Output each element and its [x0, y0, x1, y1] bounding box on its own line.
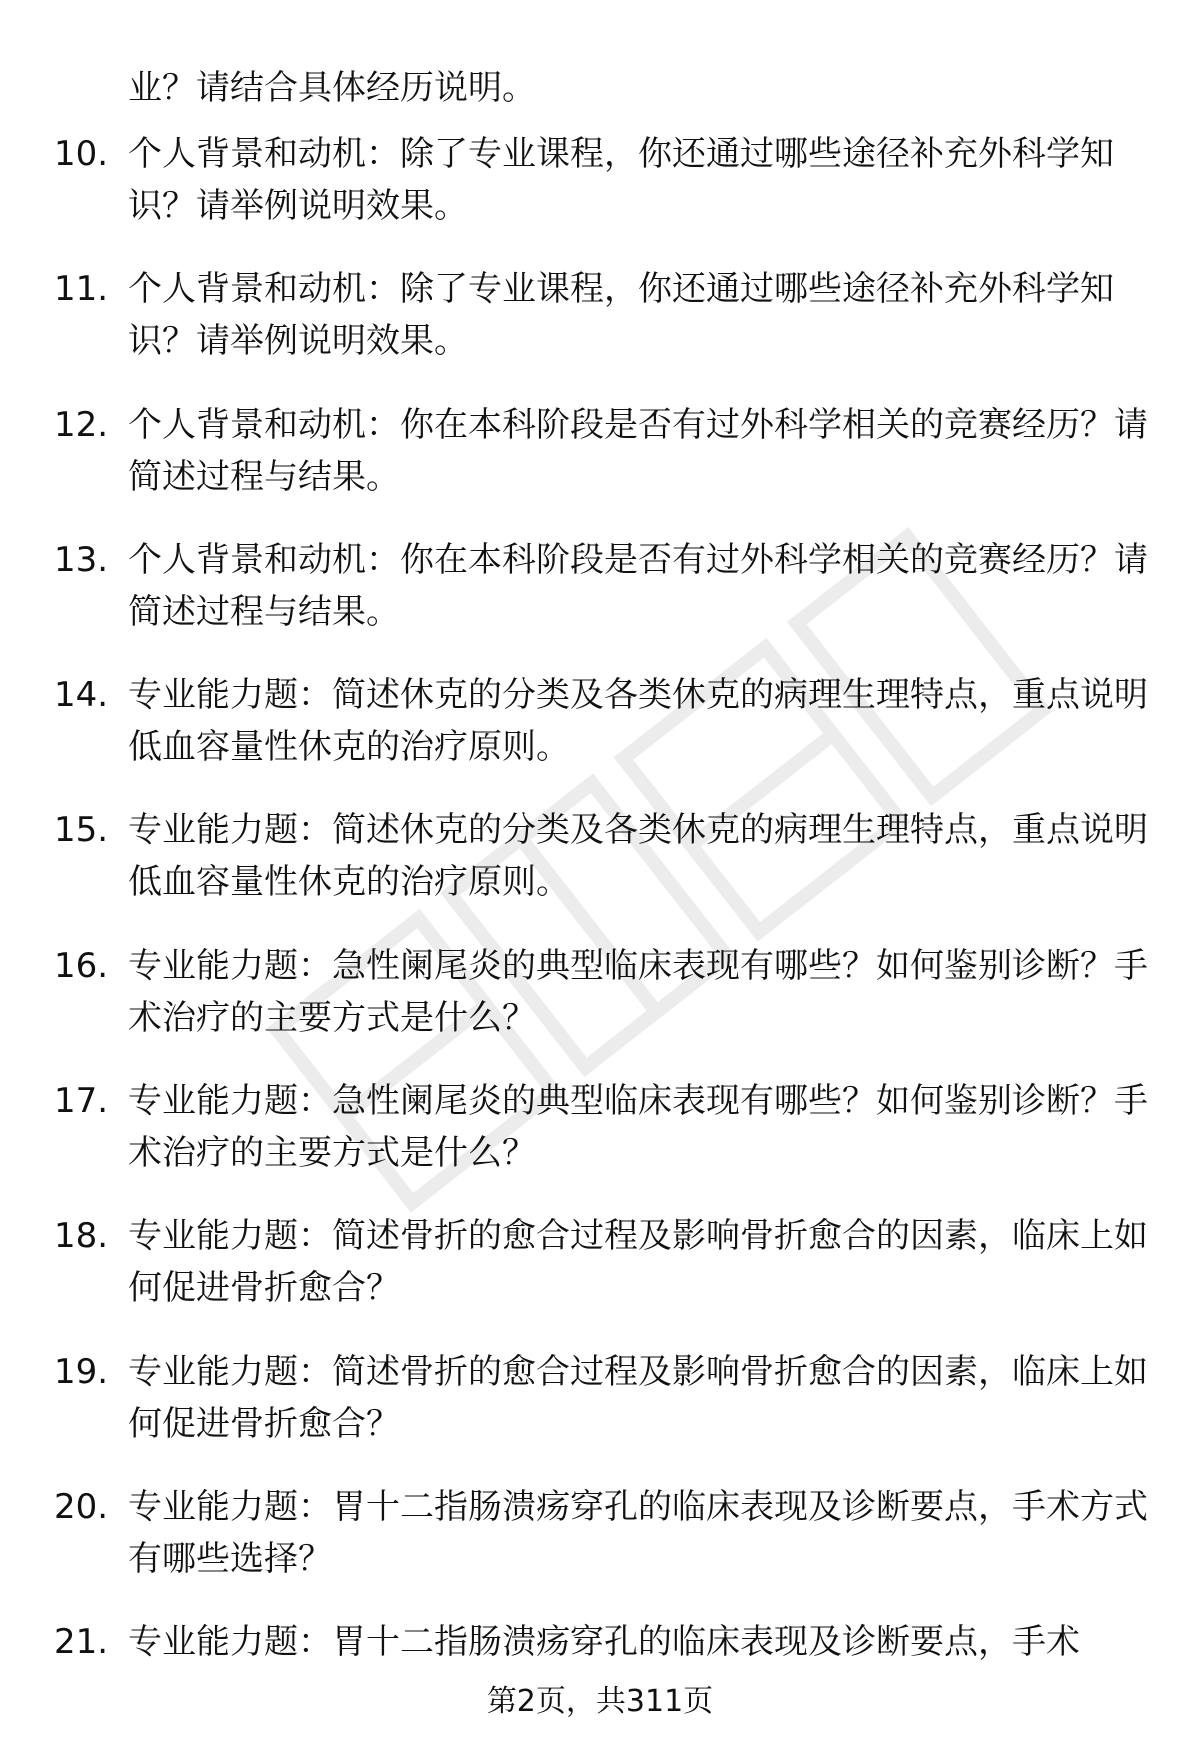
question-number: 19. — [54, 1351, 109, 1392]
question-item — [0, 804, 1200, 908]
question-text: 个人背景和动机：除了专业课程，你还通过哪些途径补充外科学知识？请举例说明效果。 — [128, 269, 1114, 362]
question-item — [0, 1075, 1200, 1179]
question-item — [0, 128, 1200, 232]
question-number: 16. — [54, 945, 109, 986]
continuation-text: 业？请结合具体经历说明。 — [128, 68, 536, 108]
question-text: 专业能力题：急性阑尾炎的典型临床表现有哪些？如何鉴别诊断？手术治疗的主要方式是什么？ — [128, 945, 1148, 1038]
question-item — [0, 940, 1200, 1044]
question-list — [0, 128, 1200, 1752]
question-item — [0, 399, 1200, 503]
question-text: 个人背景和动机：除了专业课程，你还通过哪些途径补充外科学知识？请举例说明效果。 — [128, 134, 1114, 226]
question-text: 专业能力题：简述骨折的愈合过程及影响骨折愈合的因素，临床上如何促进骨折愈合？ — [128, 1351, 1148, 1444]
question-number: 13. — [54, 539, 109, 580]
question-item — [0, 669, 1200, 773]
question-number: 18. — [54, 1216, 109, 1257]
question-text: 专业能力题：胃十二指肠溃疡穿孔的临床表现及诊断要点，手术 — [128, 1622, 1080, 1663]
question-text: 个人背景和动机：你在本科阶段是否有过外科学相关的竞赛经历？请简述过程与结果。 — [128, 539, 1148, 632]
question-number: 17. — [54, 1081, 109, 1122]
question-number: 14. — [54, 675, 109, 716]
question-text: 个人背景和动机：你在本科阶段是否有过外科学相关的竞赛经历？请简述过程与结果。 — [128, 404, 1148, 497]
question-text: 专业能力题：急性阑尾炎的典型临床表现有哪些？如何鉴别诊断？手术治疗的主要方式是什么？ — [128, 1081, 1148, 1174]
question-text: 专业能力题：简述休克的分类及各类休克的病理生理特点，重点说明低血容量性休克的治疗原则。 — [128, 810, 1148, 903]
question-number: 15. — [54, 810, 109, 851]
question-text: 专业能力题：简述骨折的愈合过程及影响骨折愈合的因素，临床上如何促进骨折愈合？ — [128, 1216, 1148, 1309]
question-number: 10. — [54, 134, 109, 174]
question-number: 11. — [54, 269, 109, 310]
question-item — [0, 534, 1200, 638]
question-item — [0, 1210, 1200, 1314]
question-item — [0, 263, 1200, 367]
question-item — [0, 1481, 1200, 1585]
question-item — [0, 1346, 1200, 1450]
page-footer: 第2页，共311页 — [486, 1684, 714, 1719]
question-number: 21. — [54, 1622, 109, 1663]
question-text: 专业能力题：简述休克的分类及各类休克的病理生理特点，重点说明低血容量性休克的治疗原则。 — [128, 675, 1148, 768]
question-number: 20. — [54, 1486, 109, 1527]
question-text: 专业能力题：胃十二指肠溃疡穿孔的临床表现及诊断要点，手术方式有哪些选择？ — [128, 1486, 1148, 1579]
question-number: 12. — [54, 404, 109, 445]
